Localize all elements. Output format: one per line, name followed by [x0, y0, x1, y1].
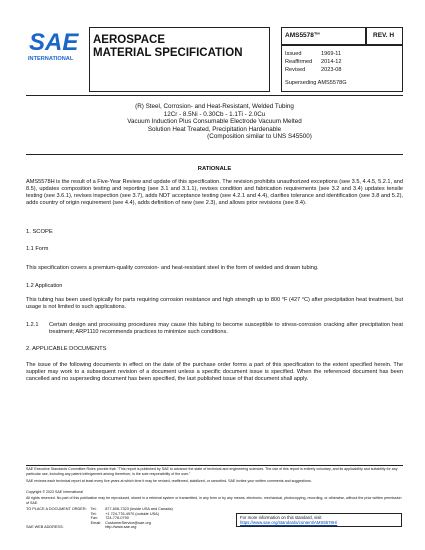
spec-id: AMS5578™	[281, 27, 366, 45]
document-subject	[26, 103, 403, 141]
info-box-text: For more information on this standard, visit	[240, 515, 322, 520]
sae-logo-graphic	[26, 26, 86, 68]
date-value: 2023-08	[321, 67, 342, 73]
contact-value: +1 724-776-4970 (outside USA)	[105, 511, 159, 516]
standard-info-box	[236, 513, 402, 527]
section-1-2-text: This tubing has been used typically for parts requiring corrosion resistance and high strength up to 800 °F (427 °C) after precipitation heat treatment, but usage is not limited to such applications.	[26, 297, 403, 310]
subject-line-5: (Composition similar to UNS S45500)	[207, 133, 312, 141]
site-label: SAE WEB ADDRESS:	[26, 525, 64, 530]
contact-key: Email:	[90, 520, 102, 525]
section-2-heading: 2. APPLICABLE DOCUMENTS	[26, 346, 107, 352]
section-2-text: The issue of the following documents in effect on the date of the purchase order forms a part of this specification to the extent specified herein. The supplier may work to a subsequent revision of a document unless a specific document issue is specified. When the referenced document has been cancelled and no superseding document has been specified, the last published issue of that document shall apply.	[26, 362, 403, 382]
standard-link[interactable]: https://www.sae.org/standards/content/AMS5578H/	[240, 520, 338, 526]
footnote-review: SAE reviews each technical report at least every five years at which time it may be revised, reaffirmed, stabilized, or cancelled. SAE invites your written comments and suggestions.	[26, 479, 312, 483]
section-1-2-1-number: 1.2.1	[26, 322, 39, 328]
section-1-1-heading: 1.1 Form	[26, 246, 49, 252]
order-label: TO PLACE A DOCUMENT ORDER:	[26, 507, 87, 511]
footnote-copyright: Copyright © 2023 SAE International	[26, 490, 83, 494]
sae-logo-sub: INTERNATIONAL	[28, 56, 74, 62]
section-1-2-1-text: Certain design and processing procedures may cause this tubing to become susceptible to stress-corrosion cracking after precipitation heat treatment; ARP1110 recommends practices to minimize such conditions.	[49, 322, 403, 335]
subject-line-3: Vacuum Induction Plus Consumable Electrode Vacuum Melted	[127, 118, 302, 126]
date-label: Issued	[285, 51, 302, 57]
contact-value[interactable]: CustomerService@sae.org	[105, 520, 151, 525]
title-line-1: AEROSPACE	[93, 34, 165, 46]
date-row-issued	[285, 50, 402, 58]
contact-key: Tel:	[90, 507, 97, 511]
header-divider	[26, 95, 403, 96]
order-contact	[26, 507, 177, 530]
section-1-1-text: This specification covers a premium-quality corrosion- and heat-resistant steel in the form of welded and drawn tubing.	[26, 265, 319, 271]
subject-line-2: 12Cr - 8.5Ni - 0.30Cb - 1.1Ti - 2.0Cu	[163, 110, 266, 118]
date-value: 2014-12	[321, 59, 342, 65]
contact-value[interactable]: http://www.sae.org	[105, 525, 137, 530]
contact-value: 724-776-0790	[105, 516, 129, 521]
contact-value: 877-606-7323 (inside USA and Canada)	[105, 507, 173, 511]
footnote-rules: SAE Executive Standards Committee Rules provide that: "This report is published by SAE to advance the state of technical and engineering sciences. The use of this report is entirely voluntary, and its applicability and suitability for any particular use, including any patent infringement arising therefrom, is the sole responsibility of the user."	[26, 467, 398, 476]
contact-table	[26, 507, 177, 530]
subject-divider	[26, 154, 403, 155]
date-row-revised	[285, 66, 402, 74]
section-1-heading: 1. SCOPE	[26, 229, 53, 235]
footnote-rights: All rights reserved. No part of this publication may be reproduced, stored in a retrieval system or transmitted, in any form or by any means, electronic, mechanical, photocopying, recording, or otherwise, without the prior written permission of SAE.	[26, 496, 402, 505]
section-1-2-heading: 1.2 Application	[26, 283, 63, 289]
revision-label: REV. H	[366, 27, 403, 45]
dates-box	[281, 45, 403, 92]
sae-logo-letters: SAE	[29, 29, 79, 56]
contact-key	[91, 525, 106, 530]
date-label: Revised	[285, 67, 306, 73]
contact-key: Tel:	[90, 511, 97, 516]
subject-line-1: (R) Steel, Corrosion- and Heat-Resistant, Welded Tubing	[135, 103, 294, 110]
rationale-heading: RATIONALE	[197, 166, 232, 172]
rationale-text: AMS5578H is the result of a Five-Year Review and update of this specification. The revision prohibits unauthorized exceptions (see 3.5, 4.4.5, 5.2.1, and 8.5), updates composition testing and reporting (see 3.1 and 3.1.1), revises condition and fabrication requirements (see 3.2 and 3.4) updates tensile testing (see 3.6.1), revises inspection (see 3.7), adds NDT acceptance testing (see 4.2.1 and 4.4), clarifies tolerance and identification (see 3.8 and 5.2), adds country of origin requirement (see 4.4), adds definition of new (see 2.3), and allows prior revisions (see 8.4).	[26, 179, 403, 206]
superseding-note: Superseding AMS5578G	[285, 80, 347, 86]
contact-key: Fax:	[90, 516, 99, 521]
sae-logo	[26, 26, 86, 68]
title-box	[89, 27, 270, 92]
date-value: 1969-11	[321, 51, 342, 57]
date-label: Reaffirmed	[285, 59, 313, 65]
title-line-2: MATERIAL SPECIFICATION	[93, 47, 243, 59]
footnote-divider	[26, 465, 403, 466]
subject-line-4: Solution Heat Treated, Precipitation Hardenable	[147, 125, 282, 133]
date-row-reaffirmed	[285, 58, 402, 66]
